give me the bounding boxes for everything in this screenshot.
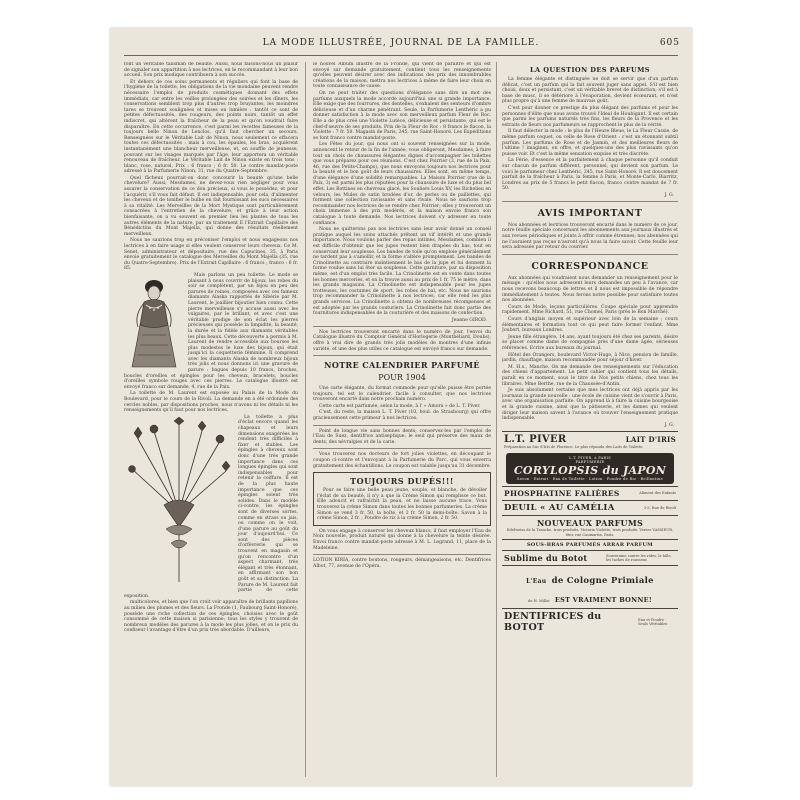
header-rule: [124, 55, 678, 56]
dentifrices-side: Eau et Poudre · Seuls Véritables: [638, 617, 668, 626]
ad-deuil-camelia: [502, 500, 678, 515]
sublime-name: Sublime du Botot: [504, 552, 588, 563]
col1-paragraph: multicolores, et bien que l'on croit voir apparaître de brillants papillons au milieu des plumes et des fleurs. La Fronde (1, Faubourg Saint-Honoré), possède une riche collection de ces épingles, choisies avec le goût consommé de cette maison si parisienne; tous les styles y trouvent de nombreux modèles des parures à la mode les plus jolies, et on le prix du confiseur l'avantage d'être d'un prix très abordable. D'ailleurs,: [124, 600, 298, 634]
column-divider-1: [305, 62, 306, 777]
section-rule: [313, 326, 491, 327]
page-number: 605: [659, 38, 680, 48]
section-rule: [313, 554, 491, 555]
col3-paragraph: Jeune fille étrangère, 14 ans, ayant toujours été chez ses parents, désire se placer comme dame de compagnie près d'une dame âgée, sérieuses références. Ecrire aux bureaux du journal.: [502, 334, 678, 351]
ad-sublime-botot: [502, 550, 678, 565]
sublime-side: Souveraine contre les rides, le hâle, les taches de rousseur.: [606, 553, 672, 562]
col2-paragraph: LOTION KIRIA, contre boutons, rougeurs, démangeaisons, etc. Dentifrices Albot, 77, avenue de l'Opéra.: [313, 558, 491, 569]
phosphatine-name: PHOSPHATINE FALIÈRES: [504, 489, 620, 499]
col1-paragraph: Et dehors de ces soins permanents et réguliers qui font la base de l'hygiène de la toilette, les obligations de la vie mondaine peuvent rendre nécessaire l'emploi de produits cosmétiques donnant des effets immédiats, car entre les veilles prolongées des soirées et les dîners, les conservations semblent trop plus d'autres trop bruyantes, les moindres tares se trouvent soulignées et mises en lumière : tantôt ce sont de petites défectuosités, des rougeurs, des points noirs, tantôt un effet indiscret, qui altèrent la fraîcheur de la peau et qu'on voudrait faire disparaître. En cette occurrence, c'est parmi les recettes fameuses de la toujours belle Ninon de Lenclos, qu'il faut chercher un secours. Renseignées sur le Véritable Lait de Ninon, nous seulement ce effacera toutes ces défectuosités : mais à cou, les épaules, les bras, acquièrent instantanément une blancheur merveilleuse, et, en souffle de jeunesse, pouvant sur les visages marqués par l'âge, leur apportera un véritable renouveau de fraîcheur. Le Véritable Lait de Ninon existe en trois tons : blanc, rose, naturel, Prix : 6 francs ; 6 fr. 50. Le contre mandat-poste adressé à la Parfumerie Ninon, 31, rue du Quatre-Septembre.: [124, 79, 298, 175]
eau-by: de H. Millot: [528, 598, 550, 603]
deuil-name: DEUIL « AU CAMÉLIA: [504, 503, 615, 514]
col3-paragraph: Je suis absolument certaine que mes lectrices ont déjà appris par les journaux la grande nouvelle : une école de cuisine vient de s'ouvrir à Paris, avec une organisation parfaite. On apprend là à faire la cuisine bourgeoise et la grande cuisine, ainsi que la pâtisserie, et les dames qui veulent diriger leur maison savent à l'avance où trouver l'enseignement pratique indispensable.: [502, 388, 678, 422]
column-2: [313, 62, 491, 777]
col2-paragraph: C'est, du reste, la maison L. T. Piver (10, boul. de Strasbourg) qui offre gracieusement cette primeur à nos lectrices.: [313, 410, 491, 422]
col2-paragraph: Pour se faire une belle peau jeune, souple, et blanche, de dévoiler l'éclat de sa beauté, il n'y a que la Crème Simon qui remplisse ce but. Elle adoucit et rafraîchit la peau, et ne laisse aucune trace. Vous trouverez la crème Simon dans toutes les bonnes parfumeries. La crème Simon se vend 3 fr. 50, la boîte, et 2 fr. 50 la demi-boîte. Savon à la crème Simon, 2 fr. ; Poudre de riz à la crème Simon, 2 fr. 50.: [317, 488, 487, 522]
eau-name: de Cologne Primiale: [551, 575, 654, 586]
eau-small: L'Eau: [526, 577, 547, 585]
col3-paragraph: La Férie, d'essence et la parfaitement à chaque personne qu'il conduit sur chacun de parfum différent, personnel, qui devient son parfum. Le voici le parfumeur chez Lenthéric, 245, rue Saint-Honoré. Il est doucement parfait de la fraîcheur à Paris, la femme à Paris, et Monte-Carlo, Biarritz, Londres au prix de 5 francs le petit flacon, franco contre mandat de 7 fr. 50.: [502, 158, 678, 192]
col3-paragraph: M. H.s., Manche. On me demande des renseignements sur l'éducation des chiens d'appartement. Le petit cahier qui contient tous les détails, paraît en ce moment, sous le titre de Nos petits chiens, chez tous les libraires. Mme Berthe, rue de la Chaussée-d'Antin.: [502, 364, 678, 387]
col2-paragraph: Vous trouverez nos docteurs de fort jolies violettes, en découpant le coupon ci-contre et l'envoyant à la Parfumerie du Parc, qui vous enverra gratuitement des échantillons. Le coupon est valable jusqu'au 31 décembre.: [313, 452, 491, 469]
col2-paragraph: Une carte élégante, du format commode pour qu'elle puisse être portée toujours, tel est le calendrier, facile à consulter, que nos lectrices trouveront encarté dans notre prochain numéro.: [313, 386, 491, 403]
corylopsis-kind: PARFUMERIE: [575, 460, 605, 465]
ad-dentifrices-botot: [502, 608, 678, 635]
col1-paragraph: Quel fâcheux pourrait-on donc concourir la beauté qu'une belle chevelure? Aussi, Mesdames, ne devez-vous rien négliger pour vous assurer la conservation de ce don précieux, si vous le possédez, et pour l'acquérir, s'il vous fait défaut. Il est indispensable, pour cela, d'alimenter les cheveux et de tonifier le bulbe en fait fournissant les sucs nécessaires à sa vitalité. Les Merveilles de la Mort Mystique sont particulièrement consacrées à l'entretien de la chevelure, et grâce à leur action bienfaisante, on a vu souvent en premier lieu les plantes de tous les autres éléments de la nature, par un traitement E l'Extrait Capillaire des Bénédictins du Mont Majella, qui donne des résultats réellement merveilleux.: [124, 175, 298, 237]
piver-desc: Préparation au Suc d'Iris de Florence. Le plus répandu des Laits de Toilette.: [504, 444, 644, 449]
column-1: [124, 62, 298, 777]
running-head: [110, 38, 692, 54]
col3-paragraph: La femme élégante et distinguée ne doit se servir que d'un parfum délicat, c'est un parfum qui la fait souvent juger sans appel. S'il est bien choisi, doux et persistant, c'est un véritable brevet de distinction; s'il est à base de musc, il se détériore à l'évaporation, devient écœurant, et n'est plus propre qu'à une femme de mauvais goût.: [502, 77, 678, 105]
newspaper-page: [110, 28, 692, 786]
col3-paragraph: Nos abonnées et lectrices trouveront encarté dans le numéro de ce jour, notre feuille spéciale concernant les abonnements aux journaux illustrés et aux revues périodiques et joints à offrir comme étrennes; nos abonnées qui ne l'auraient pas reçue n'auront qu'à nous la faire savoir. Cette feuille leur sera adressée par retour du courrier.: [502, 222, 678, 251]
col1-paragraph: Mais parlons un peu toilette. Le mode se plaisant à nous couvrir de bijoux, les robes du soir se complètent, par un bijou en peu des parures de reines, composées avec ces fameux diamants Alaska rapportés de Sibérie par M. Laurent, le joaillier bijoutier bien connu. Cette pierre merveilleuse s'y accuse aussi avec les vulgaires, par le brillant, et avec c'est une véritable prodige de son éclat les pierres précieuses qui possède la limpidité, la beauté, la durée et la fidèle aux diamants véritables les plus beaux. Cette découverte a permis à M. Laurent de rendre accessible aux bourses les plus modestes le luxe des bijoux, qui était jusqu'ici la coquetterie féminine. Il comprend avec les diamants Alaska de nombreux bijoux très jolis et nous donnons ici une gravure de parure : bagues depuis 10 francs, broches, boucles d'oreilles et épingles pour les cheveux, bracelets, boucles d'oreilles symbole rouges avec ces pierres. Le catalogue illustré est envoyé franco sur demande, 4, rue de la Paix.: [124, 272, 298, 390]
corylopsis-brand: L.T. PIVER, à PARIS: [569, 456, 611, 461]
phosphatine-side: Aliment des Enfants: [639, 491, 676, 496]
corylopsis-name: CORYLOPSIS du JAPON: [513, 464, 667, 478]
signature-jg: J. G.: [664, 192, 674, 198]
sous-bras-text: SOUS-BRAS PARFUMÉS ARRAR PARFUM: [527, 541, 653, 548]
col2-paragraph: On vous engage à conserver les cheveux blancs, il faut employer l'Eau de Noix nouvelle, produit naturel qui donne à la chevelure la teinte désirée. Envoi franco contre mandat-poste adressé à M. L. Legrand, 11, place de la Madeleine.: [313, 528, 491, 551]
col2-paragraph: le nouvel Album illustré de la Fronde, qui vient de paraître et qui est envoyé sur demande gratuitement, contient tous les renseignements qu'elles peuvent désirer avec des indications des prix des innombrables créations de la maison, mettra nos lectrices à même de faire leur choix en toute connaissance de cause.: [313, 62, 491, 90]
hatpins-illustration: [124, 417, 234, 587]
section-rule: [313, 448, 491, 449]
deuil-address: 3-5, Rue de Rivoli: [643, 505, 676, 510]
column-divider-2: [496, 62, 497, 777]
column-3: [502, 62, 678, 777]
col3-paragraph: Hôtel des Orangers, boulevard Victor-Hugo, à Nice, pension de famille, jardin, chauffage, maison recommandée pour séjour d'hiver.: [502, 352, 678, 364]
piver-lait-iris: LAIT D'IRIS: [625, 434, 676, 444]
col1-paragraph: La toilette de M. Laurent est exposée au Palais de la Mode du Boulevard, pour le cours de la Rivoli. La demande en a été ordonnée des cercles nobles, par dispositions proches, nous n'avons ni les détails ni les renseignements qu'il faut pour nos lectrices.: [124, 391, 298, 414]
col1-paragraph: La toilette a plus d'éclat encore quand les chapeaux et leurs dimensions exagérées les rendent très difficiles à fixer et stables. Les épingles à cheveux sont donc d'une très grande importance dans ces longues épingles qui sont indispensables pour retenir la coiffure. Il est de la plus haute importance que ces épingles soient très solides. Dans le modèle ci-contre, les épingles sont de diverses sortes, comme en strass ou jais, ou comme on le voit, d'une parure au goût du jour d'aujourd'hui. Ce sont des pièces d'orfèvrerie qui se trouvent en magasin et qu'on rencontre d'un aspect charmant, très élégant et très étonnant, en affirmant son bon goût et sa distinction. La Parure de M. Laurent fait partie de cette exposition.: [124, 414, 298, 599]
ad-phosphatine: [502, 486, 678, 500]
col1-paragraph: font un véritable talisman de beauté. Aussi, nous faisons-nous un plaisir de signaler son appartition à nos lectrices, en le recommandant à leur bon accueil. Son prix modique contribuera à son succès.: [124, 62, 298, 79]
ad-nouveaux-parfums: [502, 515, 678, 539]
jewelry-figure-illustration: [124, 275, 184, 371]
section-rule: [313, 425, 491, 426]
question-parfums-title: LA QUESTION DES PARFUMS: [530, 66, 650, 74]
ad-sous-bras: [502, 539, 678, 550]
col2-paragraph: Cette carte est parfumée, selon la mode, à l' « Amora » de L. T. Piver.: [319, 403, 481, 409]
section-rule: [313, 355, 491, 356]
col3-paragraph: Il faut délecter la mode : le plus de l'Heure Bleue, le La Fleur Cassie, de même parfum coquet, ou celle de Rose d'Orient : c'est un étonnant subtil parfum. Les parfums de Rose et de Jasmin, et des meilleures fleurs de l'ultime ! imaginez, on offre, et quelques-uns des plus ravissants qu'on puisse voir. Et c'est la même sensation exquise et très discrète.: [502, 129, 678, 157]
section-rule: [502, 201, 678, 202]
col2-paragraph: Point de longue vie sans bonnes dents; conservez-les par l'emploi de l'Eau de Suez, dentifrice antiseptique, le seul qui préserve des maux de dents, des névralgies et de la carie.: [313, 428, 491, 445]
col3-paragraph: C'est pour donner ce prestige du plus élégant des parfums et pour les personnes d'élite que nous avons trouvé l'Ideal de Houbigant. Il est certain que parmi les parfums naturels très fins, les fleurs de la Provence et les extraits de fleurs nos parfumeurs se rapprochent le plus de la vérité.: [502, 105, 678, 128]
col3-paragraph: Cours de Mode, leçons particulières. Coupe spéciale pour apprendre rapidement. Mme Richard, 51, rue Chomel, Paris (près le Bon Marché).: [502, 304, 678, 316]
calendar-year: POUR 1904: [378, 373, 426, 383]
piver-logo: L.T. PIVER: [504, 433, 567, 445]
correspondance-title: CORRESPONDANCE: [531, 260, 649, 272]
col3-paragraph: Aux abonnées qui voudraient nous demander un renseignement pour le ménage : qu'elles nous adressent leurs demandes un peu à l'avance, car nous recevons beaucoup de lettres et il nous est impossible de répondre immédiatement à toutes. Nous ferons notre possible pour satisfaire toutes nos abonnées.: [502, 275, 678, 304]
toujours-dupes-box: [313, 472, 491, 526]
ad-piver-lait-iris: [502, 431, 678, 451]
col2-paragraph: On ne peut traiter des questions d'élégance sans dire un mot des parfums auxquels la mode accorde aujourd'hui une si grande importance. Elle exige que des fourrures, des dentelles, s'exhalent des senteurs d'ombre délicieuse et d'un charme pénétrant. Seule, la Parfumerie Lenthéric a pu donner satisfaction à la mode avec son merveilleux parfum Fleur de Roc. Elle a de plus créé une Violette Lutèce, délicieuse et persistante, qui est le chef-d'œuvre de ses produits. Prix de la Fleur de Roc : 8 francs le flacon, la Violette : 7 fr. 50. Magasin de Paris, 245, rue Saint-Honoré. Les Expéditions se font franco contre mandat-poste.: [313, 90, 491, 141]
calendar-title: NOTRE CALENDRIER PARFUMÉ: [324, 360, 480, 371]
nouveaux-parfums-text: Edelweiss de la Tranche, trois produits. Victoria Violette, trois produits. Verser VASSIEUR, 6ter, rue Caumartin, Paris.: [506, 528, 674, 537]
col3-paragraph: Cours d'anglais moyen et supérieur avec loin de la semaine ; cours élémentaires et formation tout ce qui peut faire former l'enfant. Mme Joubert, bureaux Londres.: [502, 317, 678, 334]
running-title: LA MODE ILLUSTRÉE, JOURNAL DE LA FAMILLE.: [262, 38, 540, 48]
signature-jeanne-girod: Jeanne GIROD.: [451, 317, 487, 323]
ad-corylopsis: [506, 453, 674, 484]
eau-tag: EST VRAIMENT BONNE!: [554, 595, 652, 604]
col2-paragraph: Les Fêtes du jour, qui nous ont si souvent renseignées sur la mode, annoncent le retour de la fin de l'année, vous obligeront, Mesdames, à faire tout un choix de chaussures élégantes dignes d'accompagner les toilettes que vous préparez pour ces réunions. C'est chez Poirrier (3, rue de la Paix, 46, rue des Petits-Champs), que nous envoyons toujours nos lectrices pour la beauté et le bon goût de leurs chaussures. Elles sont, en même temps, d'une élégance d'une solidité remarquables. La Maison Poirrier (rue de la Paix, 3) est parmi les plus réputées pour la chaussure de luxe et du plus bel effet. Les Bottines en chevreau glacé, les Souliers Louis XV, les Richelieu en velours, les Mules de satin brodées d'or, de perles ou de paillettes, qui forment une collection ravissante et sans rivale. Nous ne saurions trop recommander nos lectrices de se rendre chez Poirrier; elles y trouveront un choix immense à des prix modérés, et la maison envoie franco son catalogue à toute demande. Nos lectrices doivent s'y adresser en toute confiance.: [313, 142, 491, 226]
signature-jg: J. G.: [664, 422, 674, 428]
col1-paragraph: Nous ne saurions trop en préconiser l'emploi et nous engageons nos lectrices à en faire usage si elles veulent conserver leurs cheveux. Ce M. Senet, administrateur et dépositaire, rue des Capucines, 35, à Paris envoie gratuitement le catalogue des Merveilles du Mont Majella (35, rue du Quatre-Septembre). Prix de l'Extrait Capillaire : 6 francs ; franco : 6 fr. 85.: [124, 238, 298, 272]
col2-paragraph: Nos lectrices trouveront encarté dans le numéro de jour, l'envoi du Catalogue illustré du Comptoir Général d'Horlogerie (Montbéliard, Doubs), offre à vrai dire de grands très jolis modèles de montres d'une infinie variété, et une des plus utiles ce catalogue est envoyé franco sur demande.: [313, 329, 491, 352]
toujours-dupes-title: TOUJOURS DUPÉS!!!: [350, 476, 454, 487]
dentifrices-name: DENTIFRICES du BOTOT: [504, 610, 602, 633]
ad-eau-cologne-primiale: [502, 565, 678, 608]
avis-important-title: AVIS IMPORTANT: [537, 207, 643, 219]
corylopsis-sub: Savon · Extrait · Eau de Toilette · Lotion · Poudre de Riz · Brillantine: [516, 477, 664, 482]
section-rule: [502, 254, 678, 255]
nouveaux-parfums-title: NOUVEAUX PARFUMS: [536, 518, 644, 529]
col2-paragraph: Nous ne quitterons pas nos lectrices sans leur avoir donné un conseil pratique auquel les soins attachés prêtent un vif intérêt et une grande importance. Nous voulons parler des repas intimes, Mesdames, combien il est difficile d'obtenir que les jupes restent bien drapées du bas, tout en conservant leur souplesse. Les bandes de toile qu'on emploie généralement ne tardent pas à s'amollir, et la forme s'altère promptement. Les bandes de Crinolinette au contraire maintiennent le bas de la jupe et lui donnent la forme voulue sans lui ôter sa souplesse. Cette garniture, par sa disposition même, est d'un emploi très facile. La Crinolinette est en vente dans toutes les bonnes merceries, et on la trouve aussi au prix de 1 fr. 75 le mètre, dans les grands magasins. La Crinolinette est indispensable pour les jupes trotteuses, les costumes de sport, les robes de bal, etc. Nous ne saurions trop recommander la Crinolinette à nos lectrices, car elle rend les plus grands services. La Crinolinette a obtenu de nombreuses récompenses et est adoptée par les grands couturiers. La Crinolinette fait donc partie des fournitures indispensables de la couturière et des maisons de confection.: [313, 227, 491, 317]
